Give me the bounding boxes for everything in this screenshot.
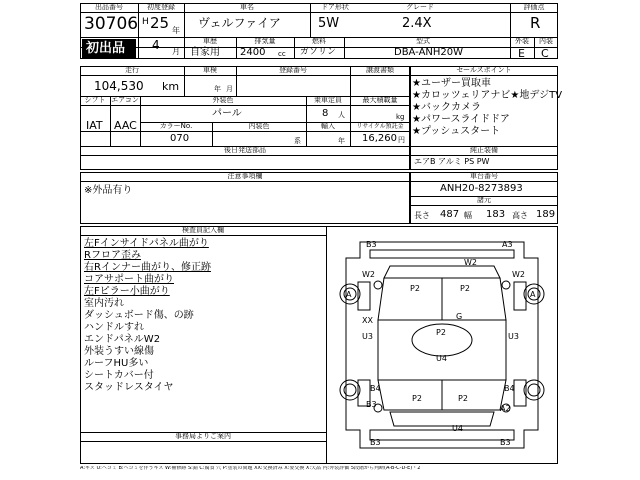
displacement-unit: cc: [278, 50, 286, 58]
score-label: 評価点: [523, 3, 545, 11]
damage-code: P2: [410, 284, 420, 293]
inspection-label: 車検: [203, 66, 217, 74]
capacity-label: 乗車定員: [314, 96, 342, 104]
inspector-label: 検査員記入欄: [182, 226, 224, 234]
sales-points-label: セールスポイント: [456, 66, 512, 74]
sales-point-3: ★バックカメラ: [412, 102, 481, 113]
color: パール: [212, 108, 242, 119]
usage-label: 車歴: [203, 37, 217, 45]
inspector-note-line: ダッシュボード傷、の跡: [84, 310, 194, 321]
inspection-month-unit: 月: [226, 85, 233, 93]
chassis-number: ANH20-8273893: [440, 183, 523, 194]
usage: 自家用: [190, 47, 220, 58]
inspector-note-line: 右Rインナー曲がり、修正跡: [84, 262, 211, 273]
mileage-label: 走行: [125, 66, 139, 74]
shift-label: シフト: [84, 96, 106, 104]
int-color-unit: 系: [294, 137, 301, 145]
inspector-note-line: コアサポート曲がり: [84, 274, 174, 285]
ext-score: E: [518, 47, 525, 60]
sales-points-label-left: 譲渡書類: [366, 66, 394, 74]
ext-score-label: 外装: [515, 37, 529, 45]
damage-code: U4: [436, 354, 447, 363]
color-label: 外装色: [212, 96, 234, 104]
plate-label: 登録番号: [279, 66, 307, 74]
notes-text: ※外品有り: [84, 185, 133, 196]
office-label: 事務局よりご案内: [175, 432, 231, 440]
import-year: 年: [338, 137, 345, 145]
shift: IAT: [86, 119, 103, 132]
int-score-label: 内装: [539, 37, 553, 45]
damage-code: B3: [500, 438, 511, 447]
fuel-label: 燃料: [312, 37, 326, 45]
int-color-label: 内装色: [248, 122, 270, 130]
damage-code: U4: [452, 424, 463, 433]
length-label: 長さ: [414, 211, 430, 220]
car-name-label: 車名: [240, 3, 254, 11]
mileage: 104,530: [94, 79, 144, 93]
reg-month: 4: [152, 38, 160, 52]
capacity-unit: 人: [338, 111, 345, 119]
equipment-items: エアB アルミ PS PW: [414, 157, 490, 166]
reg-year: 25: [150, 14, 170, 32]
sales-point-1: ★ユーザー買取車: [412, 78, 491, 89]
doors-label: ドア形状: [321, 3, 349, 11]
model-label: 型式: [416, 37, 430, 45]
first-reg-label: 初度登録: [147, 3, 175, 11]
recycle-label: リサイクル預託金: [356, 123, 404, 130]
displacement-label: 排気量: [254, 37, 276, 45]
damage-code: P2: [436, 328, 446, 337]
reg-month-unit: 月: [172, 47, 180, 56]
damage-code: B4: [504, 384, 515, 393]
sales-point-5: ★プッシュスタート: [412, 126, 501, 137]
length: 487: [440, 209, 460, 220]
displacement: 2400: [240, 47, 266, 58]
damage-code: B3: [366, 400, 377, 409]
inspector-note-line: シートカバー付: [84, 370, 154, 381]
lot-number: 30706: [84, 14, 139, 34]
reg-year-unit: 年: [172, 26, 180, 35]
color-no: 070: [170, 133, 190, 144]
damage-code: B4: [370, 384, 381, 393]
sales-point-4: ★パワースライドドア: [412, 114, 510, 125]
damage-code: W2: [464, 258, 477, 267]
damage-code: A3: [502, 240, 513, 249]
inspector-note-line: 室内汚れ: [84, 298, 124, 309]
lot-label: 出品番号: [95, 3, 123, 11]
damage-code: P2: [458, 394, 468, 403]
footer-legend: A:キズ U:ヘコミ B:ヘコミを伴うキズ W:補修跡 S:錆 C:腐食 穴 P:塗装の問題 XX:交換済み X:要交換 X:欠品 内:外装評価 5段階から判断(A-B-C-D-E)・2: [80, 466, 421, 471]
damage-code: W2: [512, 270, 525, 279]
inspector-note-line: 左Fインサイドパネル曲がり: [84, 238, 209, 249]
inspector-note-line: ハンドルすれ: [84, 322, 144, 333]
delivered-parts-label: 後日発送部品: [224, 146, 266, 154]
damage-code: U3: [508, 332, 519, 341]
mileage-unit: km: [162, 80, 180, 93]
damage-code: W2: [362, 270, 375, 279]
score: R: [530, 14, 541, 32]
import-label: 輸入: [321, 122, 335, 130]
equipment-label: 純正装備: [470, 146, 498, 154]
int-score: C: [541, 47, 549, 60]
color-no-label: カラーNo.: [159, 122, 193, 130]
grade: 2.4X: [402, 16, 432, 31]
loading-unit: kg: [396, 113, 405, 121]
damage-code: A2: [500, 404, 511, 413]
ac-label: エアコン: [111, 96, 139, 104]
height: 189: [536, 209, 556, 220]
inspector-note-line: スタッドレスタイヤ: [84, 382, 174, 393]
chassis-label: 車台番号: [470, 172, 498, 180]
damage-code: U3: [362, 332, 373, 341]
recycle-unit: 円: [398, 136, 405, 144]
damage-code: G: [456, 312, 463, 321]
grade-label: グレード: [406, 3, 434, 11]
model: DBA-ANH20W: [394, 47, 464, 58]
inspector-note-line: Rフロア歪み: [84, 250, 141, 261]
damage-code: P2: [412, 394, 422, 403]
width-label: 幅: [464, 211, 472, 220]
height-label: 高さ: [512, 211, 528, 220]
inspector-note-line: ルーフHU多い: [84, 358, 149, 369]
dims-label: 諸元: [477, 196, 491, 204]
notes-label: 注意事項欄: [227, 172, 263, 180]
era: H: [142, 17, 149, 27]
inspector-note-line: エンドパネルW2: [84, 334, 161, 345]
car-name: ヴェルファイア: [198, 16, 281, 30]
recycle-fee: 16,260: [362, 133, 397, 144]
damage-code: B3: [370, 438, 381, 447]
first-listing-badge: 初出品: [86, 41, 126, 56]
fuel: ガソリン: [300, 47, 337, 57]
damage-code: XX: [362, 316, 373, 325]
inspector-note-line: 外装うすい線傷: [84, 346, 154, 357]
inspection-year-unit: 年: [214, 85, 221, 93]
loading-label: 最大積載量: [362, 96, 398, 104]
damage-code: A: [530, 290, 536, 299]
width: 183: [486, 209, 506, 220]
damage-code: P2: [460, 284, 470, 293]
doors: 5W: [318, 16, 340, 31]
capacity: 8: [322, 108, 329, 119]
ac: AAC: [114, 119, 137, 132]
inspector-note-line: 左Fピラー小曲がり: [84, 286, 170, 297]
car-damage-diagram: [330, 230, 554, 460]
inspector-notes: [84, 238, 211, 394]
damage-code: B3: [366, 240, 377, 249]
sales-point-2: ★カロッツェリアナビ★地デジTV: [412, 90, 563, 101]
damage-code: A: [346, 290, 352, 299]
